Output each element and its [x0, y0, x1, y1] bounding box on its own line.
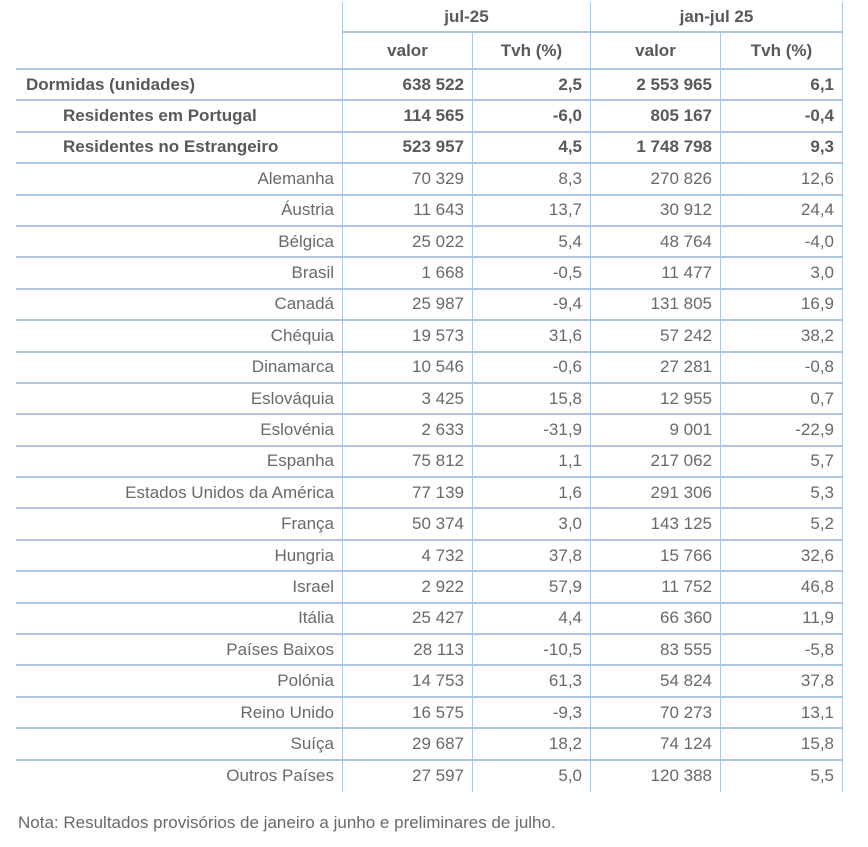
cell-jul-tvh: -0,6	[472, 353, 590, 384]
cell-janjul-valor: 131 805	[590, 290, 720, 321]
cell-janjul-valor: 48 764	[590, 227, 720, 258]
cell-jul-tvh: 1,6	[472, 478, 590, 509]
table-row	[16, 101, 843, 132]
subheader-corner-cell	[16, 33, 342, 70]
cell-jul-valor: 14 753	[342, 666, 472, 697]
row-label: Israel	[16, 572, 342, 603]
cell-janjul-valor: 217 062	[590, 447, 720, 478]
cell-janjul-valor: 11 477	[590, 258, 720, 289]
cell-janjul-tvh: -22,9	[720, 415, 843, 446]
row-label: Canadá	[16, 290, 342, 321]
row-label: Estados Unidos da América	[16, 478, 342, 509]
cell-jul-tvh: 18,2	[472, 729, 590, 760]
row-label: Itália	[16, 604, 342, 635]
row-label: Bélgica	[16, 227, 342, 258]
header-corner-cell	[16, 2, 342, 33]
cell-janjul-valor: 270 826	[590, 164, 720, 195]
cell-janjul-valor: 27 281	[590, 353, 720, 384]
cell-janjul-tvh: -0,8	[720, 353, 843, 384]
row-label: Áustria	[16, 196, 342, 227]
column-subheader-row	[16, 33, 843, 70]
table-row	[16, 258, 843, 289]
cell-jul-tvh: -9,4	[472, 290, 590, 321]
table-row	[16, 635, 843, 666]
table-row	[16, 509, 843, 540]
cell-janjul-tvh: 5,2	[720, 509, 843, 540]
cell-janjul-tvh: 13,1	[720, 698, 843, 729]
cell-janjul-tvh: 0,7	[720, 384, 843, 415]
cell-janjul-tvh: 12,6	[720, 164, 843, 195]
cell-jul-valor: 1 668	[342, 258, 472, 289]
cell-jul-tvh: 37,8	[472, 541, 590, 572]
column-group-header-row	[16, 2, 843, 33]
cell-janjul-tvh: -0,4	[720, 101, 843, 132]
row-label: Polónia	[16, 666, 342, 697]
cell-janjul-tvh: 9,3	[720, 133, 843, 164]
cell-jul-valor: 50 374	[342, 509, 472, 540]
table-row	[16, 415, 843, 446]
cell-janjul-valor: 805 167	[590, 101, 720, 132]
table-row	[16, 227, 843, 258]
table-row	[16, 541, 843, 572]
cell-janjul-tvh: 11,9	[720, 604, 843, 635]
cell-jul-tvh: 57,9	[472, 572, 590, 603]
table-row	[16, 384, 843, 415]
cell-jul-valor: 19 573	[342, 321, 472, 352]
cell-jul-valor: 114 565	[342, 101, 472, 132]
table-row	[16, 572, 843, 603]
table-row	[16, 729, 843, 760]
cell-janjul-valor: 57 242	[590, 321, 720, 352]
table-row	[16, 321, 843, 352]
cell-jul-valor: 28 113	[342, 635, 472, 666]
col-header-valor-janjul: valor	[590, 33, 720, 70]
cell-janjul-tvh: 24,4	[720, 196, 843, 227]
cell-janjul-tvh: 16,9	[720, 290, 843, 321]
cell-jul-tvh: 31,6	[472, 321, 590, 352]
cell-janjul-valor: 11 752	[590, 572, 720, 603]
cell-jul-tvh: 5,0	[472, 761, 590, 792]
cell-janjul-valor: 70 273	[590, 698, 720, 729]
cell-jul-valor: 2 922	[342, 572, 472, 603]
row-label: Chéquia	[16, 321, 342, 352]
cell-jul-valor: 25 427	[342, 604, 472, 635]
cell-janjul-tvh: 15,8	[720, 729, 843, 760]
cell-jul-tvh: 2,5	[472, 70, 590, 101]
row-label: Eslovénia	[16, 415, 342, 446]
table-row	[16, 133, 843, 164]
cell-janjul-tvh: 46,8	[720, 572, 843, 603]
cell-jul-tvh: 13,7	[472, 196, 590, 227]
row-label: Espanha	[16, 447, 342, 478]
cell-janjul-valor: 30 912	[590, 196, 720, 227]
cell-janjul-valor: 12 955	[590, 384, 720, 415]
table-row	[16, 196, 843, 227]
row-label: Dormidas (unidades)	[16, 70, 342, 101]
cell-janjul-tvh: 37,8	[720, 666, 843, 697]
row-label: Residentes em Portugal	[16, 101, 342, 132]
cell-janjul-tvh: 32,6	[720, 541, 843, 572]
cell-janjul-valor: 120 388	[590, 761, 720, 792]
cell-janjul-tvh: 5,3	[720, 478, 843, 509]
cell-jul-valor: 27 597	[342, 761, 472, 792]
cell-janjul-valor: 9 001	[590, 415, 720, 446]
cell-jul-tvh: 15,8	[472, 384, 590, 415]
cell-jul-tvh: 4,4	[472, 604, 590, 635]
cell-jul-tvh: 1,1	[472, 447, 590, 478]
cell-janjul-tvh: 5,5	[720, 761, 843, 792]
row-label: Hungria	[16, 541, 342, 572]
cell-jul-tvh: -10,5	[472, 635, 590, 666]
cell-jul-valor: 2 633	[342, 415, 472, 446]
cell-jul-valor: 4 732	[342, 541, 472, 572]
cell-jul-tvh: 3,0	[472, 509, 590, 540]
cell-jul-valor: 16 575	[342, 698, 472, 729]
cell-janjul-valor: 66 360	[590, 604, 720, 635]
cell-jul-valor: 75 812	[342, 447, 472, 478]
table-row	[16, 353, 843, 384]
row-label: Suíça	[16, 729, 342, 760]
row-label: Alemanha	[16, 164, 342, 195]
table-row	[16, 698, 843, 729]
cell-jul-valor: 638 522	[342, 70, 472, 101]
cell-janjul-valor: 15 766	[590, 541, 720, 572]
row-label: Outros Países	[226, 766, 334, 786]
table-row	[16, 761, 843, 792]
row-label: França	[16, 509, 342, 540]
table-row	[16, 447, 843, 478]
table-row	[16, 478, 843, 509]
row-label: Eslováquia	[16, 384, 342, 415]
col-header-tvh-janjul: Tvh (%)	[720, 33, 843, 70]
cell-janjul-valor: 2 553 965	[590, 70, 720, 101]
col-group-jul-25: jul-25	[342, 2, 590, 33]
cell-janjul-valor: 291 306	[590, 478, 720, 509]
col-group-jan-jul-25: jan-jul 25	[590, 2, 843, 33]
dormidas-table	[16, 2, 843, 792]
row-label: Residentes no Estrangeiro	[16, 133, 342, 164]
cell-janjul-tvh: -4,0	[720, 227, 843, 258]
cell-jul-tvh: -9,3	[472, 698, 590, 729]
cell-jul-valor: 25 987	[342, 290, 472, 321]
row-label: Brasil	[16, 258, 342, 289]
cell-jul-valor: 29 687	[342, 729, 472, 760]
cell-jul-tvh: -6,0	[472, 101, 590, 132]
cell-janjul-valor: 83 555	[590, 635, 720, 666]
table-row	[16, 70, 843, 101]
table-row	[16, 666, 843, 697]
row-label: Reino Unido	[16, 698, 342, 729]
row-label: Países Baixos	[16, 635, 342, 666]
cell-janjul-tvh: 3,0	[720, 258, 843, 289]
cell-jul-valor: 10 546	[342, 353, 472, 384]
cell-janjul-tvh: 5,7	[720, 447, 843, 478]
cell-jul-valor: 523 957	[342, 133, 472, 164]
col-header-tvh-jul: Tvh (%)	[472, 33, 590, 70]
cell-jul-tvh: 8,3	[472, 164, 590, 195]
cell-jul-tvh: 4,5	[472, 133, 590, 164]
row-label: Dinamarca	[16, 353, 342, 384]
cell-jul-tvh: 5,4	[472, 227, 590, 258]
cell-jul-valor: 25 022	[342, 227, 472, 258]
cell-janjul-valor: 1 748 798	[590, 133, 720, 164]
cell-janjul-tvh: 6,1	[720, 70, 843, 101]
table-row	[16, 164, 843, 195]
cell-janjul-tvh: 38,2	[720, 321, 843, 352]
cell-jul-tvh: -0,5	[472, 258, 590, 289]
col-header-valor-jul: valor	[342, 33, 472, 70]
cell-janjul-tvh: -5,8	[720, 635, 843, 666]
cell-jul-valor: 11 643	[342, 196, 472, 227]
cell-jul-tvh: -31,9	[472, 415, 590, 446]
cell-janjul-valor: 143 125	[590, 509, 720, 540]
cell-janjul-valor: 74 124	[590, 729, 720, 760]
cell-janjul-valor: 54 824	[590, 666, 720, 697]
cell-jul-valor: 77 139	[342, 478, 472, 509]
table-row	[16, 604, 843, 635]
table-row	[16, 290, 843, 321]
footnote: Nota: Resultados provisórios de janeiro a junho e preliminares de julho.	[18, 812, 556, 832]
cell-jul-valor: 3 425	[342, 384, 472, 415]
cell-jul-valor: 70 329	[342, 164, 472, 195]
cell-jul-tvh: 61,3	[472, 666, 590, 697]
